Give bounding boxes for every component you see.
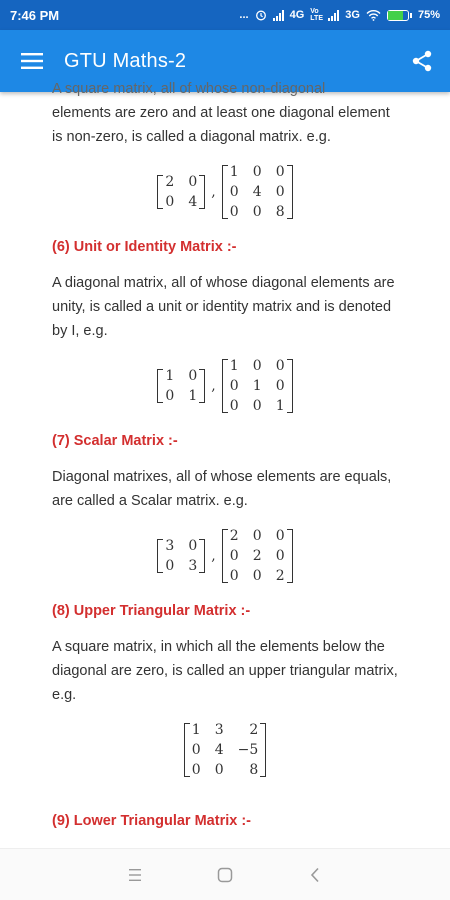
hamburger-menu-icon	[21, 53, 43, 69]
matrix-cell: 0	[165, 558, 175, 574]
matrix-cell: 3	[165, 538, 175, 554]
diagonal-matrix-definition: elements are zero and at least one diagonal element is non-zero, is called a diagonal matrix. e.g.	[52, 105, 390, 145]
matrix	[157, 367, 205, 405]
matrix-cell: 1	[275, 398, 285, 414]
matrix	[222, 163, 293, 221]
unit-matrix-definition: A diagonal matrix, all of whose diagonal elements are unity, is called a unit or identity matrix and is denoted by I, e.g.	[52, 275, 395, 339]
system-nav-bar	[0, 848, 450, 900]
status-icons	[239, 8, 440, 22]
matrix-cell: 4	[214, 742, 224, 758]
matrix-cell: 1	[165, 368, 175, 384]
matrix-cell: 0	[191, 762, 201, 778]
matrix	[222, 527, 293, 585]
upper-triangular-example	[52, 721, 398, 779]
matrix-cell: 2	[275, 568, 285, 584]
matrix-cell: 0	[275, 548, 285, 564]
comma-separator: ,	[211, 184, 216, 200]
unit-matrix-heading: (6) Unit or Identity Matrix :-	[52, 239, 237, 255]
wifi-icon	[366, 9, 381, 21]
matrix-cell: 4	[252, 184, 262, 200]
scalar-matrix-example	[52, 527, 398, 585]
matrix-cell: 0	[252, 204, 262, 220]
matrix	[157, 537, 205, 575]
matrix	[222, 357, 293, 415]
scalar-matrix-definition: Diagonal matrixes, all of whose elements are equals, are called a Scalar matrix. e.g.	[52, 469, 392, 509]
matrix-cell: 0	[252, 358, 262, 374]
matrix-cell: 0	[275, 184, 285, 200]
matrix-cell: 0	[252, 398, 262, 414]
matrix-cell: 2	[229, 528, 239, 544]
share-icon	[412, 50, 432, 72]
volte-label: Vo LTE	[310, 8, 323, 22]
scalar-matrix-heading: (7) Scalar Matrix :-	[52, 433, 178, 449]
matrix-cell: 0	[275, 164, 285, 180]
matrix-cell: 0	[229, 398, 239, 414]
matrix-cell: 0	[188, 538, 198, 554]
matrix-cell: 0	[275, 528, 285, 544]
matrix-cell: 0	[252, 528, 262, 544]
matrix-cell: 0	[188, 368, 198, 384]
matrix-cell: 0	[229, 548, 239, 564]
matrix-cell: 0	[252, 568, 262, 584]
signal-icon-2	[328, 10, 339, 21]
matrix-cell: 0	[275, 358, 285, 374]
status-time: 7:46 PM	[10, 7, 60, 23]
matrix-cell: 0	[188, 174, 198, 190]
matrix-cell: 0	[165, 388, 175, 404]
matrix-cell: 1	[229, 358, 239, 374]
battery-icon	[387, 10, 412, 21]
signal-icon	[273, 10, 284, 21]
matrix-cell: 0	[214, 762, 224, 778]
matrix	[157, 173, 205, 211]
matrix-cell: 0	[252, 164, 262, 180]
back-button[interactable]	[295, 855, 335, 895]
article-content[interactable]	[0, 81, 450, 848]
matrix-cell: 2	[165, 174, 175, 190]
matrix-cell: 8	[275, 204, 285, 220]
share-button[interactable]	[394, 30, 450, 92]
battery-percent: 75%	[417, 9, 440, 21]
recent-apps-button[interactable]	[115, 855, 155, 895]
network-3g-label: 3G	[345, 9, 360, 21]
diagonal-matrix-example	[52, 163, 398, 221]
matrix-cell: 0	[275, 378, 285, 394]
cut-off-text-line: A square matrix, all of whose non-diagonal	[52, 81, 326, 97]
matrix-cell: 8	[249, 762, 259, 778]
matrix-cell: 0	[165, 194, 175, 210]
matrix-cell: −5	[237, 742, 259, 758]
matrix-cell: 3	[214, 722, 224, 738]
upper-triangular-heading: (8) Upper Triangular Matrix :-	[52, 603, 251, 619]
comma-separator: ,	[211, 378, 216, 394]
lower-triangular-heading: (9) Lower Triangular Matrix :-	[52, 813, 251, 829]
matrix-cell: 0	[229, 204, 239, 220]
matrix-cell: 1	[188, 388, 198, 404]
app-title: GTU Maths-2	[64, 49, 187, 72]
matrix-cell: 2	[252, 548, 262, 564]
unit-matrix-example	[52, 357, 398, 415]
status-dots: ...	[239, 9, 249, 21]
matrix-cell: 0	[229, 378, 239, 394]
matrix	[184, 721, 267, 779]
matrix-cell: 4	[188, 194, 198, 210]
matrix-cell: 0	[191, 742, 201, 758]
back-icon	[309, 867, 321, 883]
status-bar	[0, 0, 450, 30]
matrix-cell: 1	[252, 378, 262, 394]
home-button[interactable]	[205, 855, 245, 895]
alarm-icon	[255, 9, 267, 21]
upper-triangular-definition: A square matrix, in which all the elements below the diagonal are zero, is called an upper triangular matrix, e.g.	[52, 639, 398, 703]
matrix-cell: 1	[191, 722, 201, 738]
matrix-cell: 1	[229, 164, 239, 180]
home-icon	[217, 867, 233, 883]
comma-separator: ,	[211, 548, 216, 564]
matrix-cell: 0	[229, 184, 239, 200]
network-4g-label: 4G	[289, 9, 305, 21]
matrix-cell: 3	[188, 558, 198, 574]
recent-apps-icon	[127, 869, 143, 881]
matrix-cell: 0	[229, 568, 239, 584]
matrix-cell: 2	[249, 722, 259, 738]
